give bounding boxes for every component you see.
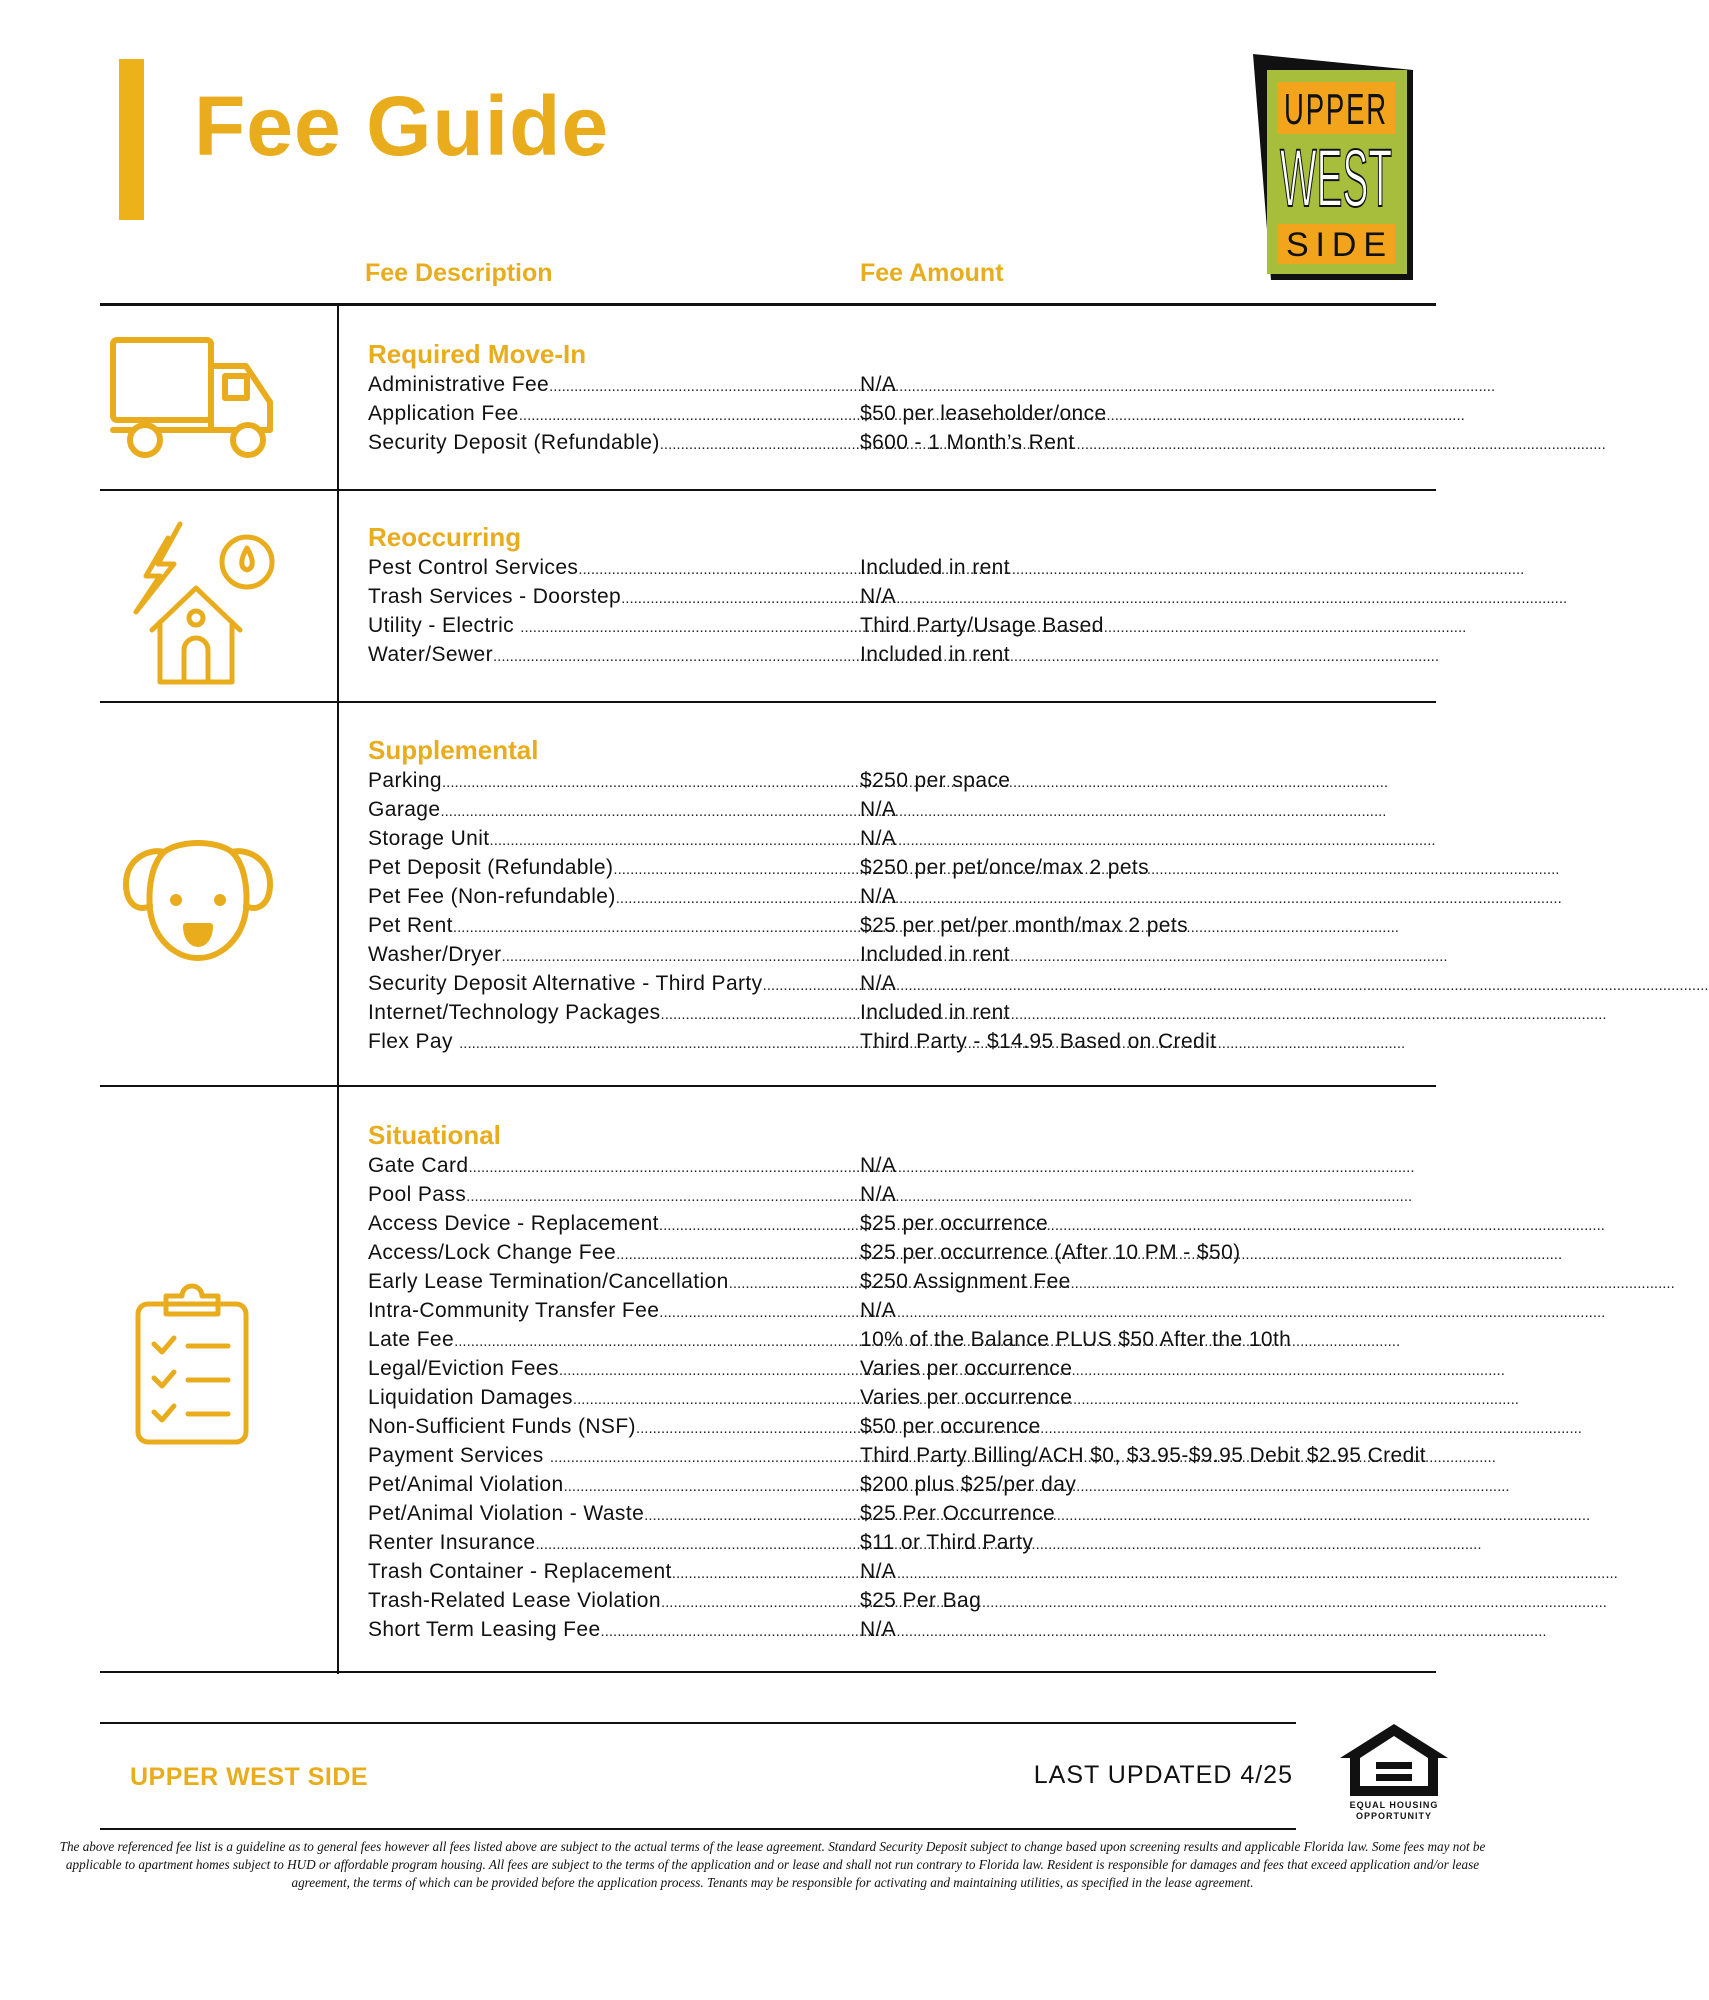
section-reoccurring: [368, 520, 1518, 670]
fee-description: Early Lease Termination/Cancellation .....: [368, 1268, 854, 1295]
fee-description: Pet/Animal Violation - Waste .....: [368, 1500, 854, 1527]
fee-row: [368, 999, 1518, 1028]
fee-amount: Included in rent: [860, 943, 1010, 966]
fee-row: [368, 1500, 1518, 1529]
fee-description: Washer/Dryer .....: [368, 941, 854, 968]
svg-text:WEST: WEST: [1280, 133, 1392, 224]
fee-description: Utility - Electric .....: [368, 612, 854, 639]
fee-description: Pool Pass .....: [368, 1181, 854, 1208]
fee-amount: Included in rent: [860, 556, 1010, 579]
fee-row: [368, 1442, 1518, 1471]
equal-housing-label: [1333, 1800, 1455, 1822]
eho-line-1: EQUAL HOUSING: [1349, 1800, 1439, 1810]
fee-amount: N/A: [860, 798, 897, 821]
fee-row: [368, 912, 1518, 941]
fee-row: [368, 641, 1518, 670]
fee-amount: $250 Assignment Fee: [860, 1270, 1071, 1293]
svg-text:UPPER: UPPER: [1284, 85, 1388, 134]
fee-description: Gate Card .....: [368, 1152, 854, 1179]
fee-amount: N/A: [860, 1618, 897, 1641]
fee-row: [368, 612, 1518, 641]
fee-amount: N/A: [860, 585, 897, 608]
fee-amount: Third Party Billing/ACH $0, $3.95-$9.95 Debit $2.95 Credit: [860, 1444, 1426, 1467]
fee-description: Renter Insurance .....: [368, 1529, 854, 1556]
fee-amount: $250 per space: [860, 769, 1011, 792]
legal-disclaimer: The above referenced fee list is a guideline as to general fees however all fees listed above are subject to the actual terms of the lease agreement. Standard Security Deposit subject to change based upon screening results and applicable Florida law. Some fees may not be applicable to apartment homes subject to HUD or affordable program housing. All fees are subject to the terms of the application and or lease and shall not run contrary to Florida law. Resident is responsible for damages and fees that exceed application and/or lease agreement, the terms of which can be provided before the application process. Tenants may be responsible for activating and maintaining utilities, as specified in the lease agreement.: [59, 1839, 1486, 1890]
fee-description: Non-Sufficient Funds (NSF) .....: [368, 1413, 854, 1440]
section-situational: [368, 1118, 1518, 1645]
upper-west-side-logo: [1253, 54, 1413, 280]
fee-amount: N/A: [860, 1154, 897, 1177]
moving-truck-icon: [108, 332, 280, 462]
fee-amount: 10% of the Balance PLUS $50 After the 10th: [860, 1328, 1292, 1351]
fee-row: [368, 1529, 1518, 1558]
section-title: Supplemental: [368, 735, 539, 765]
fee-row: [368, 429, 1518, 458]
title-accent-bar: [119, 59, 144, 220]
footer-divider-top: [100, 1722, 1296, 1724]
fee-description: Intra-Community Transfer Fee .....: [368, 1297, 854, 1324]
fee-amount: $11 or Third Party: [860, 1531, 1034, 1554]
fee-description: Late Fee .....: [368, 1326, 854, 1353]
fee-amount: Varies per occurrence: [860, 1386, 1073, 1409]
fee-amount: N/A: [860, 1183, 897, 1206]
section-required-move-in: [368, 337, 1518, 458]
fee-row: [368, 1616, 1518, 1645]
fee-amount: Varies per occurrence: [860, 1357, 1073, 1380]
checklist-clipboard-icon: [134, 1284, 250, 1446]
fee-description: Pet Deposit (Refundable) .....: [368, 854, 854, 881]
fee-description: Flex Pay .....: [368, 1028, 854, 1055]
fee-row: [368, 854, 1518, 883]
column-header-amount: Fee Amount: [860, 259, 1004, 287]
header-divider: [100, 303, 1436, 306]
fee-row: [368, 1239, 1518, 1268]
fee-description: Storage Unit .....: [368, 825, 854, 852]
section-title: Situational: [368, 1120, 501, 1150]
icon-column-divider: [337, 305, 339, 1674]
section-supplemental: [368, 733, 1518, 1057]
fee-description: Security Deposit (Refundable) .....: [368, 429, 854, 456]
fee-row: [368, 1210, 1518, 1239]
fee-description: Pet Rent .....: [368, 912, 854, 939]
section-title: Reoccurring: [368, 522, 522, 552]
fee-description: Administrative Fee .....: [368, 371, 854, 398]
section-title: Required Move-In: [368, 339, 587, 369]
footer-brand: UPPER WEST SIDE: [130, 1763, 369, 1791]
fee-row: [368, 583, 1518, 612]
fee-row: [368, 883, 1518, 912]
fee-row: [368, 1587, 1518, 1616]
fee-description: Short Term Leasing Fee .....: [368, 1616, 854, 1643]
fee-row: [368, 1558, 1518, 1587]
fee-description: Parking .....: [368, 767, 854, 794]
fee-description: Security Deposit Alternative - Third Party .....: [368, 970, 854, 997]
fee-description: Trash Container - Replacement .....: [368, 1558, 854, 1585]
fee-amount: $250 per pet/once/max 2 pets: [860, 856, 1150, 879]
fee-row: [368, 1326, 1518, 1355]
fee-amount: Included in rent: [860, 1001, 1010, 1024]
fee-amount: Included in rent: [860, 643, 1010, 666]
fee-amount: $50 per leaseholder/once: [860, 402, 1107, 425]
fee-row: [368, 554, 1518, 583]
fee-description: Payment Services .....: [368, 1442, 854, 1469]
footer-divider-bottom: [100, 1828, 1296, 1830]
fee-amount: N/A: [860, 1299, 897, 1322]
fee-row: [368, 825, 1518, 854]
fee-description: Application Fee .....: [368, 400, 854, 427]
dog-icon: [120, 834, 276, 964]
fee-row: [368, 371, 1518, 400]
fee-row: [368, 796, 1518, 825]
fee-amount: N/A: [860, 827, 897, 850]
section-divider: [100, 489, 1436, 491]
section-divider: [100, 1085, 1436, 1087]
fee-description: Trash Services - Doorstep .....: [368, 583, 854, 610]
fee-description: Pet Fee (Non-refundable) .....: [368, 883, 854, 910]
fee-amount: Third Party/Usage Based: [860, 614, 1104, 637]
fee-row: [368, 941, 1518, 970]
fee-row: [368, 1471, 1518, 1500]
fee-amount: N/A: [860, 885, 897, 908]
fee-row: [368, 1268, 1518, 1297]
fee-amount: $25 per pet/per month/max 2 pets: [860, 914, 1188, 937]
column-header-description: Fee Description: [365, 259, 553, 287]
fee-amount: $200 plus $25/per day: [860, 1473, 1077, 1496]
fee-row: [368, 1413, 1518, 1442]
fee-description: Legal/Eviction Fees .....: [368, 1355, 854, 1382]
fee-amount: $25 Per Bag: [860, 1589, 982, 1612]
fee-description: Garage .....: [368, 796, 854, 823]
fee-row: [368, 1152, 1518, 1181]
fee-description: Pet/Animal Violation .....: [368, 1471, 854, 1498]
fee-amount: N/A: [860, 1560, 897, 1583]
fee-amount: $25 per occurrence: [860, 1212, 1049, 1235]
fee-amount: $50 per occurence: [860, 1415, 1041, 1438]
fee-amount: Third Party - $14.95 Based on Credit: [860, 1030, 1217, 1053]
fee-description: Liquidation Damages .....: [368, 1384, 854, 1411]
fee-row: [368, 970, 1518, 999]
fee-description: Pest Control Services .....: [368, 554, 854, 581]
fee-row: [368, 1355, 1518, 1384]
fee-description: Internet/Technology Packages .....: [368, 999, 854, 1026]
fee-amount: $25 Per Occurrence: [860, 1502, 1056, 1525]
eho-line-2: OPPORTUNITY: [1355, 1811, 1432, 1821]
fee-description: Water/Sewer .....: [368, 641, 854, 668]
fee-description: Access Device - Replacement .....: [368, 1210, 854, 1237]
section-divider: [100, 701, 1436, 703]
fee-description: Trash-Related Lease Violation .....: [368, 1587, 854, 1614]
fee-description: Access/Lock Change Fee .....: [368, 1239, 854, 1266]
last-updated-text: LAST UPDATED 4/25: [1033, 1761, 1293, 1789]
fee-row: [368, 1028, 1518, 1057]
page-title: Fee Guide: [194, 79, 610, 173]
section-divider: [100, 1671, 1436, 1673]
fee-amount: N/A: [860, 373, 897, 396]
fee-row: [368, 1181, 1518, 1210]
fee-amount: N/A: [860, 972, 897, 995]
fee-amount: $25 per occurrence (After 10 PM - $50): [860, 1241, 1241, 1264]
fee-row: [368, 1297, 1518, 1326]
fee-row: [368, 400, 1518, 429]
house-utilities-icon: [132, 520, 282, 690]
svg-text:SIDE: SIDE: [1286, 226, 1386, 264]
fee-row: [368, 767, 1518, 796]
fee-row: [368, 1384, 1518, 1413]
fee-amount: $600 - 1 Month’s Rent: [860, 431, 1075, 454]
